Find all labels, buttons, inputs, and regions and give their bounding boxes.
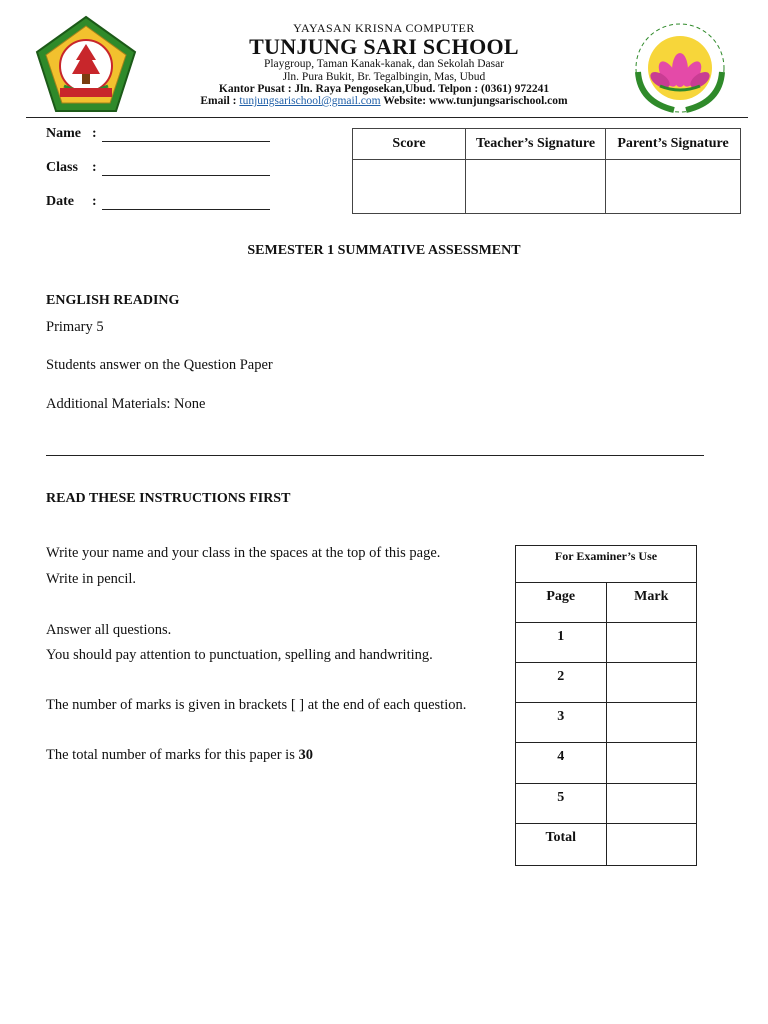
score-cell[interactable] (353, 160, 466, 214)
name-label: Name (46, 126, 81, 141)
parent-signature-header: Parent’s Signature (606, 129, 741, 160)
section-divider (46, 455, 704, 456)
class-field[interactable] (46, 160, 97, 176)
instructions-heading: READ THESE INSTRUCTIONS FIRST (46, 491, 291, 506)
teacher-signature-header: Teacher’s Signature (466, 129, 606, 160)
instruction-line: The number of marks is given in brackets [ ] at the end of each question. (46, 697, 467, 713)
page-number-cell: 5 (516, 784, 607, 824)
page-number-cell: 3 (516, 703, 607, 743)
score-header: Score (353, 129, 466, 160)
instruction-line: Write in pencil. (46, 571, 137, 587)
examiner-use-table (515, 545, 697, 866)
mark-cell[interactable] (606, 743, 697, 784)
mark-cell[interactable] (606, 663, 697, 703)
signature-table (352, 128, 741, 214)
instruction-line: Answer all questions. (46, 622, 172, 638)
page-number-cell: 2 (516, 663, 607, 703)
mark-cell[interactable] (606, 784, 697, 824)
page-number-cell: 4 (516, 743, 607, 784)
instruction-line: Write your name and your class in the spaces at the top of this page. (46, 545, 441, 561)
additional-materials: Additional Materials: None (46, 396, 206, 412)
school-street-address: Jln. Pura Bukit, Br. Tegalbingin, Mas, Ubud (282, 71, 486, 83)
letterhead-divider (26, 117, 748, 118)
instruction-line: You should pay attention to punctuation, spelling and handwriting. (46, 647, 433, 663)
subject-heading: ENGLISH READING (46, 293, 180, 308)
class-separator: : (92, 160, 97, 175)
name-field[interactable] (46, 126, 97, 142)
foundation-name: YAYASAN KRISNA COMPUTER (293, 21, 475, 35)
name-separator: : (92, 126, 97, 141)
class-label: Class (46, 160, 78, 175)
teacher-signature-cell[interactable] (466, 160, 606, 214)
page-number-cell: 1 (516, 623, 607, 663)
parent-signature-cell[interactable] (606, 160, 741, 214)
school-name: TUNJUNG SARI SCHOOL (249, 34, 519, 59)
assessment-title: SEMESTER 1 SUMMATIVE ASSESSMENT (247, 243, 521, 258)
total-mark-cell[interactable] (606, 824, 697, 866)
total-marks-line (46, 747, 313, 764)
answer-note: Students answer on the Question Paper (46, 357, 273, 373)
mark-cell[interactable] (606, 623, 697, 663)
school-programs: Playgroup, Taman Kanak-kanak, dan Sekolah Dasar (263, 58, 505, 70)
date-field[interactable] (46, 194, 97, 210)
name-blank-line[interactable] (102, 141, 270, 142)
page-column-header: Page (516, 583, 607, 623)
grade-level: Primary 5 (46, 319, 104, 335)
school-emblem-logo (34, 14, 138, 114)
lotus-wreath-logo (624, 20, 736, 116)
contact-line (150, 95, 618, 107)
total-label-cell: Total (516, 824, 607, 866)
email-label: Email : (200, 95, 237, 107)
email-link[interactable]: tunjungsarischool@gmail.com (239, 95, 381, 107)
website-text: Website: www.tunjungsarischool.com (383, 95, 568, 107)
date-blank-line[interactable] (102, 209, 270, 210)
mark-cell[interactable] (606, 703, 697, 743)
date-separator: : (92, 194, 97, 209)
total-marks-value: 30 (298, 747, 313, 763)
head-office-address: Kantor Pusat : Jln. Raya Pengosekan,Ubud. Telpon : (0361) 972241 (218, 83, 550, 95)
total-marks-prefix: The total number of marks for this paper is (46, 747, 299, 763)
date-label: Date (46, 194, 74, 209)
mark-column-header: Mark (606, 583, 697, 623)
class-blank-line[interactable] (102, 175, 270, 176)
examiner-use-title: For Examiner’s Use (516, 546, 697, 583)
